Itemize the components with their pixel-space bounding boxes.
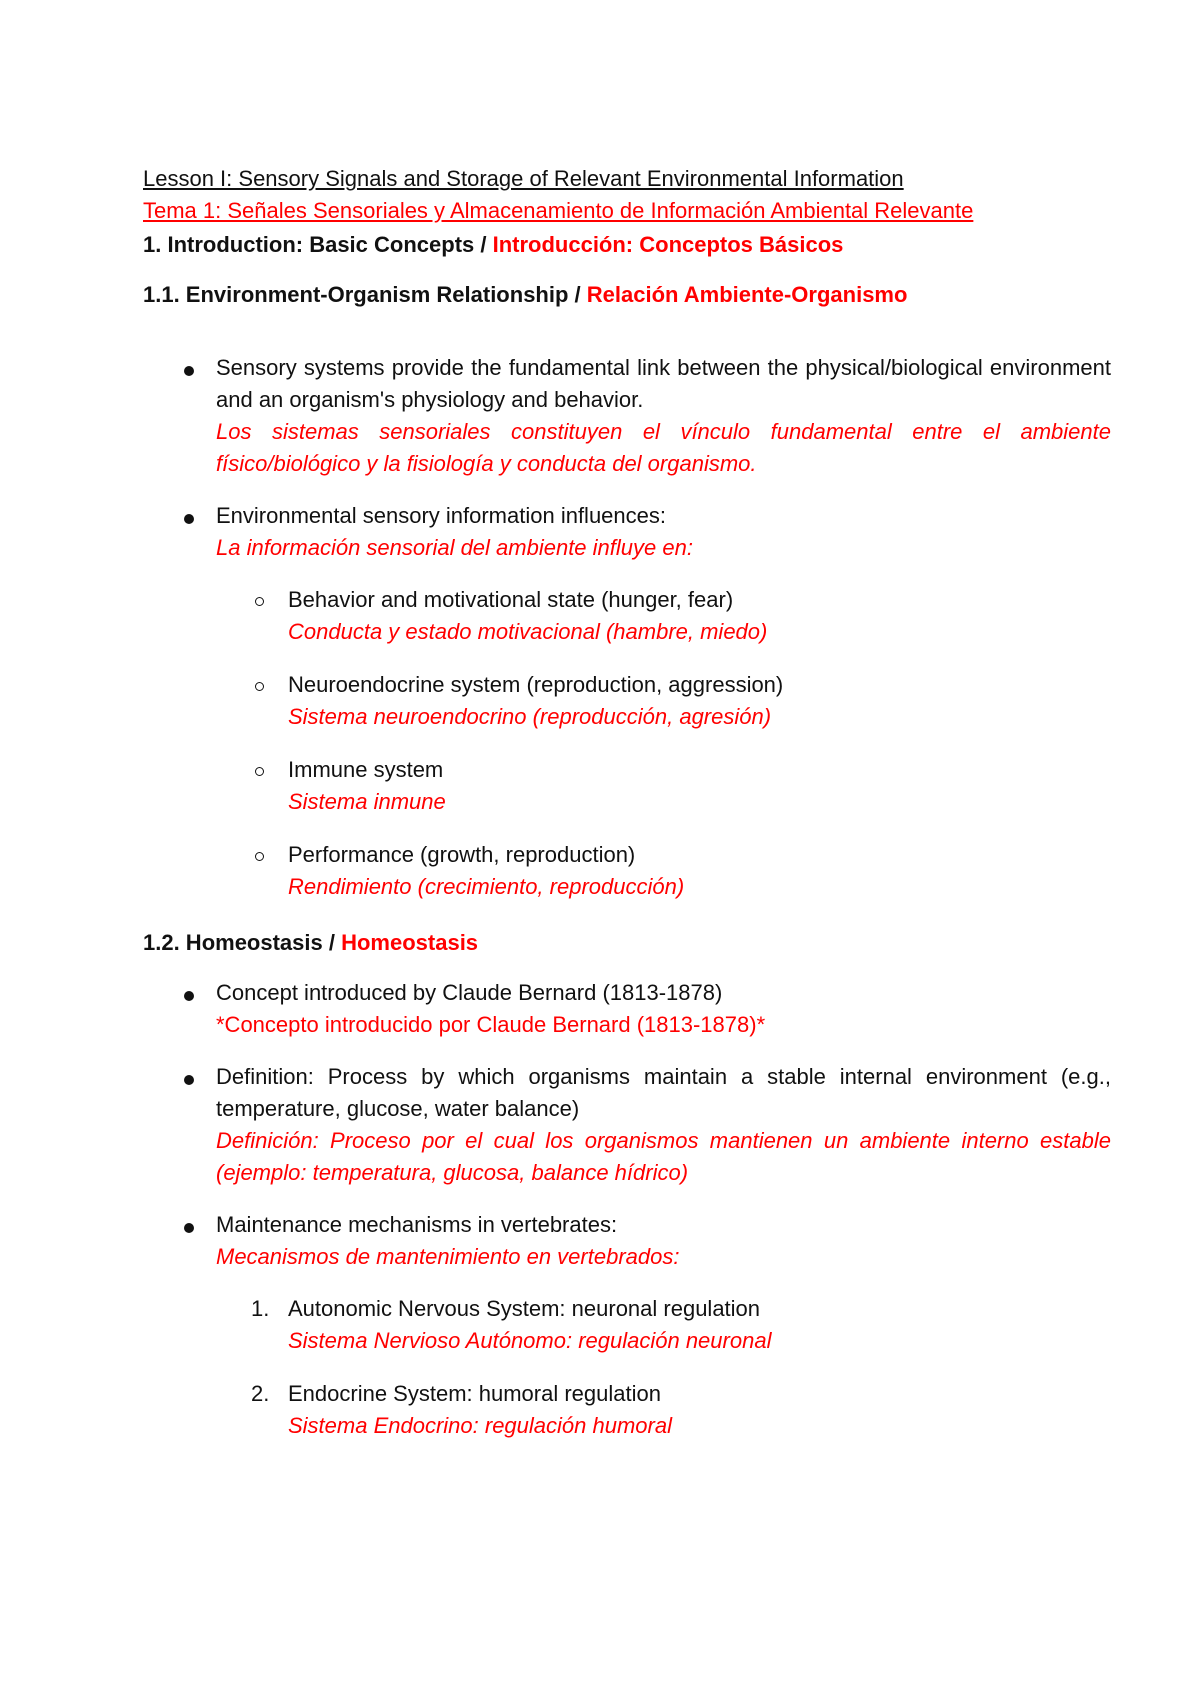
circle-bullet-icon — [255, 682, 264, 691]
numbered-list-item-es: Sistema Nervioso Autónomo: regulación neuronal — [288, 1328, 772, 1353]
lesson-title-en: Lesson I: Sensory Signals and Storage of Relevant Environmental Information — [143, 166, 904, 191]
list-item-en: Definition: Process by which organisms maintain a stable internal environment (e.g., temperature, glucose, water balance) — [216, 1064, 1111, 1121]
list-number: 2. — [251, 1381, 270, 1406]
sub-list-item — [288, 839, 1108, 903]
list-item-en: Environmental sensory information influences: — [216, 503, 667, 528]
circle-bullet-icon — [255, 767, 264, 776]
list-item-es: Mecanismos de mantenimiento en vertebrados: — [216, 1244, 680, 1269]
sub-list-item-en: Immune system — [288, 757, 444, 782]
sub-list-item — [288, 584, 1108, 648]
list-item — [216, 977, 1111, 1041]
bullet-icon — [184, 514, 194, 524]
numbered-list-item-en: Endocrine System: humoral regulation — [288, 1381, 661, 1406]
bullet-icon — [184, 991, 194, 1001]
sub-list-item — [288, 754, 1108, 818]
bullet-icon — [184, 1075, 194, 1085]
list-item-es: La información sensorial del ambiente influye en: — [216, 535, 693, 560]
list-item-en: Concept introduced by Claude Bernard (1813-1878) — [216, 980, 723, 1005]
list-item — [216, 500, 1111, 564]
sub-list-item-en: Performance (growth, reproduction) — [288, 842, 636, 867]
section-1-1-heading-es: Relación Ambiente-Organismo — [586, 282, 908, 307]
section-1-2-heading-es: Homeostasis — [341, 930, 479, 955]
sub-list-item — [288, 669, 1108, 733]
section-1-2-heading-en: 1.2. Homeostasis / — [143, 930, 342, 955]
sub-list-item-es: Rendimiento (crecimiento, reproducción) — [288, 874, 685, 899]
circle-bullet-icon — [255, 852, 264, 861]
list-number: 1. — [251, 1296, 270, 1321]
list-item — [216, 352, 1111, 480]
lesson-title-es: Tema 1: Señales Sensoriales y Almacenamiento de Información Ambiental Relevante — [143, 198, 974, 223]
bullet-icon — [184, 366, 194, 376]
list-item — [216, 1209, 1111, 1273]
sub-list-item-en: Behavior and motivational state (hunger, fear) — [288, 587, 734, 612]
list-item-es: *Concepto introducido por Claude Bernard (1813-1878)* — [216, 1012, 766, 1037]
section-1-2-heading — [143, 930, 478, 956]
section-1-heading-es: Introducción: Conceptos Básicos — [492, 232, 844, 257]
sub-list-item-en: Neuroendocrine system (reproduction, aggression) — [288, 672, 784, 697]
list-item-es: Los sistemas sensoriales constituyen el vínculo fundamental entre el ambiente físico/biológico y la fisiología y conducta del organismo. — [216, 419, 1111, 476]
section-1-1-heading-en: 1.1. Environment-Organism Relationship / — [143, 282, 587, 307]
section-1-heading-en: 1. Introduction: Basic Concepts / — [143, 232, 493, 257]
numbered-list-item — [288, 1293, 1108, 1357]
numbered-list-item-en: Autonomic Nervous System: neuronal regulation — [288, 1296, 761, 1321]
section-1-heading — [143, 232, 843, 258]
list-item — [216, 1061, 1111, 1189]
list-item-es: Definición: Proceso por el cual los organismos mantienen un ambiente interno estable (ejemplo: temperatura, glucosa, balance hídrico) — [216, 1128, 1111, 1185]
section-1-1-heading — [143, 282, 907, 308]
list-item-en: Sensory systems provide the fundamental link between the physical/biological environment and an organism's physiology and behavior. — [216, 355, 1111, 412]
numbered-list-item-es: Sistema Endocrino: regulación humoral — [288, 1413, 672, 1438]
bullet-icon — [184, 1223, 194, 1233]
sub-list-item-es: Conducta y estado motivacional (hambre, miedo) — [288, 619, 768, 644]
sub-list-item-es: Sistema neuroendocrino (reproducción, agresión) — [288, 704, 772, 729]
list-item-en: Maintenance mechanisms in vertebrates: — [216, 1212, 618, 1237]
numbered-list-item — [288, 1378, 1108, 1442]
circle-bullet-icon — [255, 597, 264, 606]
sub-list-item-es: Sistema inmune — [288, 789, 446, 814]
